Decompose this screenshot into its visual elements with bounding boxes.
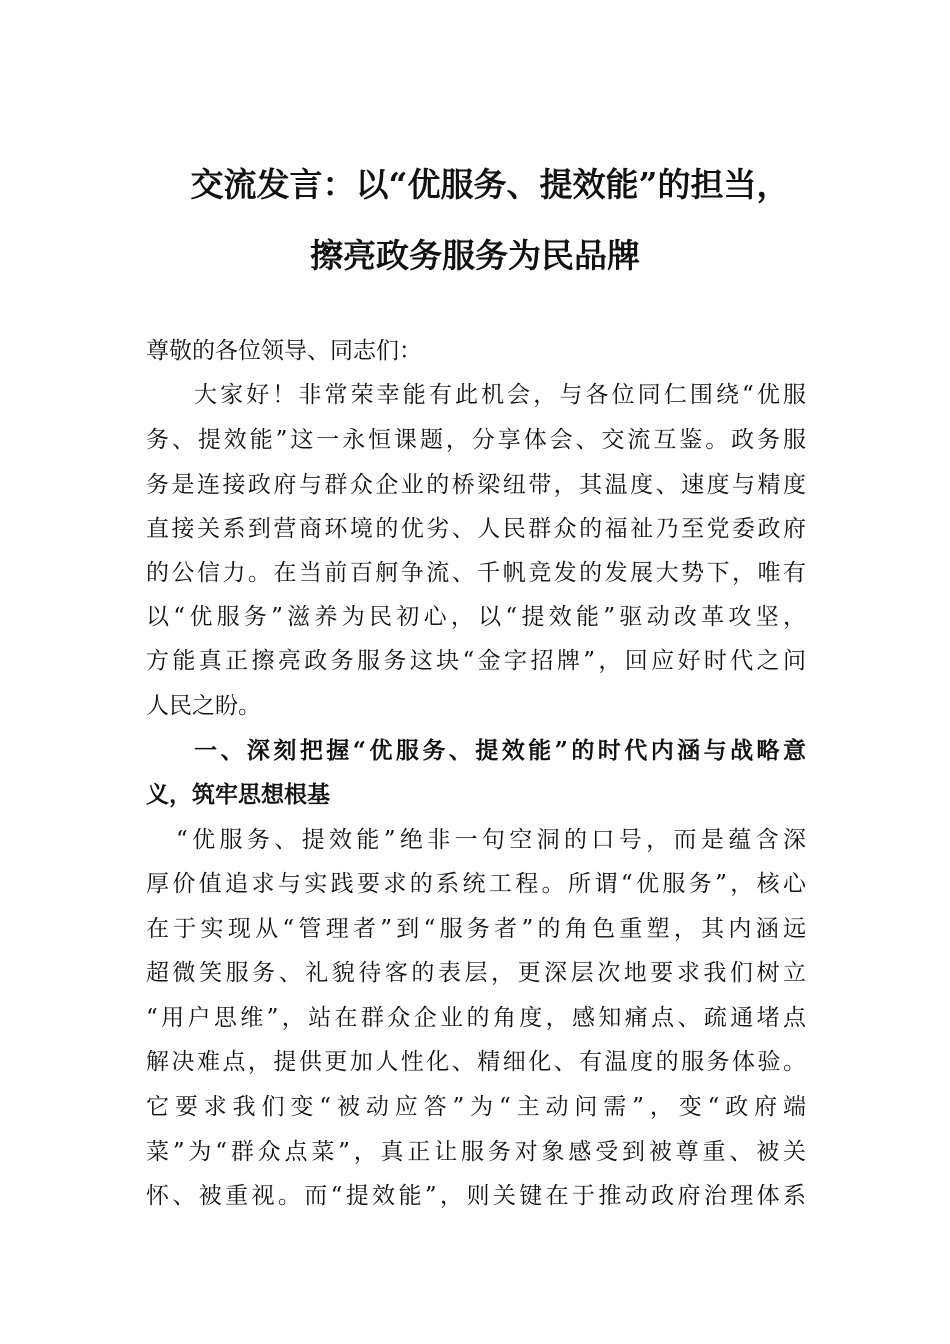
paragraph-line: “用户思维”，站在群众企业的角度，感知痛点、疏通堵点	[146, 1005, 806, 1031]
paragraph-line: 务、提效能”这一永恒课题，分享体会、交流互鉴。政务服	[146, 427, 806, 453]
paragraph-line: 直接关系到营商环境的优劣、人民群众的福祉乃至党委政府	[146, 516, 806, 542]
paragraph-line: 菜”为“群众点菜”，真正让服务对象感受到被尊重、被关	[146, 1139, 806, 1165]
paragraph-line: 方能真正擦亮政务服务这块“金字招牌”，回应好时代之问	[146, 648, 806, 674]
paragraph-line: 它要求我们变“被动应答”为“主动问需”，变“政府端	[146, 1094, 806, 1120]
section-heading-line: 一、深刻把握“优服务、提效能”的时代内涵与战略意	[194, 737, 806, 764]
paragraph-line: “优服务、提效能”绝非一句空洞的口号，而是蕴含深	[176, 827, 806, 853]
paragraph-line: 怀、被重视。而“提效能”，则关键在于推动政府治理体系	[146, 1183, 806, 1209]
paragraph-line: 的公信力。在当前百舸争流、千帆竞发的发展大势下，唯有	[146, 560, 806, 586]
paragraph-line: 超微笑服务、礼貌待客的表层，更深层次地要求我们树立	[146, 960, 806, 986]
paragraph-line: 务是连接政府与群众企业的桥梁纽带，其温度、速度与精度	[146, 472, 806, 498]
paragraph-line: 厚价值追求与实践要求的系统工程。所谓“优服务”，核心	[146, 871, 806, 897]
document-title-line-1: 交流发言：以“优服务、提效能”的担当，	[190, 165, 790, 204]
paragraph-line: 解决难点，提供更加人性化、精细化、有温度的服务体验。	[146, 1049, 806, 1075]
paragraph-line: 人民之盼。	[146, 693, 261, 719]
greeting: 尊敬的各位领导、同志们：	[146, 338, 422, 364]
document-title-line-2: 擦亮政务服务为民品牌	[310, 236, 640, 275]
paragraph-line: 以“优服务”滋养为民初心，以“提效能”驱动改革攻坚，	[146, 604, 806, 630]
section-heading-line: 义，筑牢思想根基	[146, 781, 330, 808]
paragraph-line: 大家好！非常荣幸能有此机会，与各位同仁围绕“优服	[194, 382, 806, 408]
paragraph-line: 在于实现从“管理者”到“服务者”的角色重塑，其内涵远	[146, 916, 806, 942]
